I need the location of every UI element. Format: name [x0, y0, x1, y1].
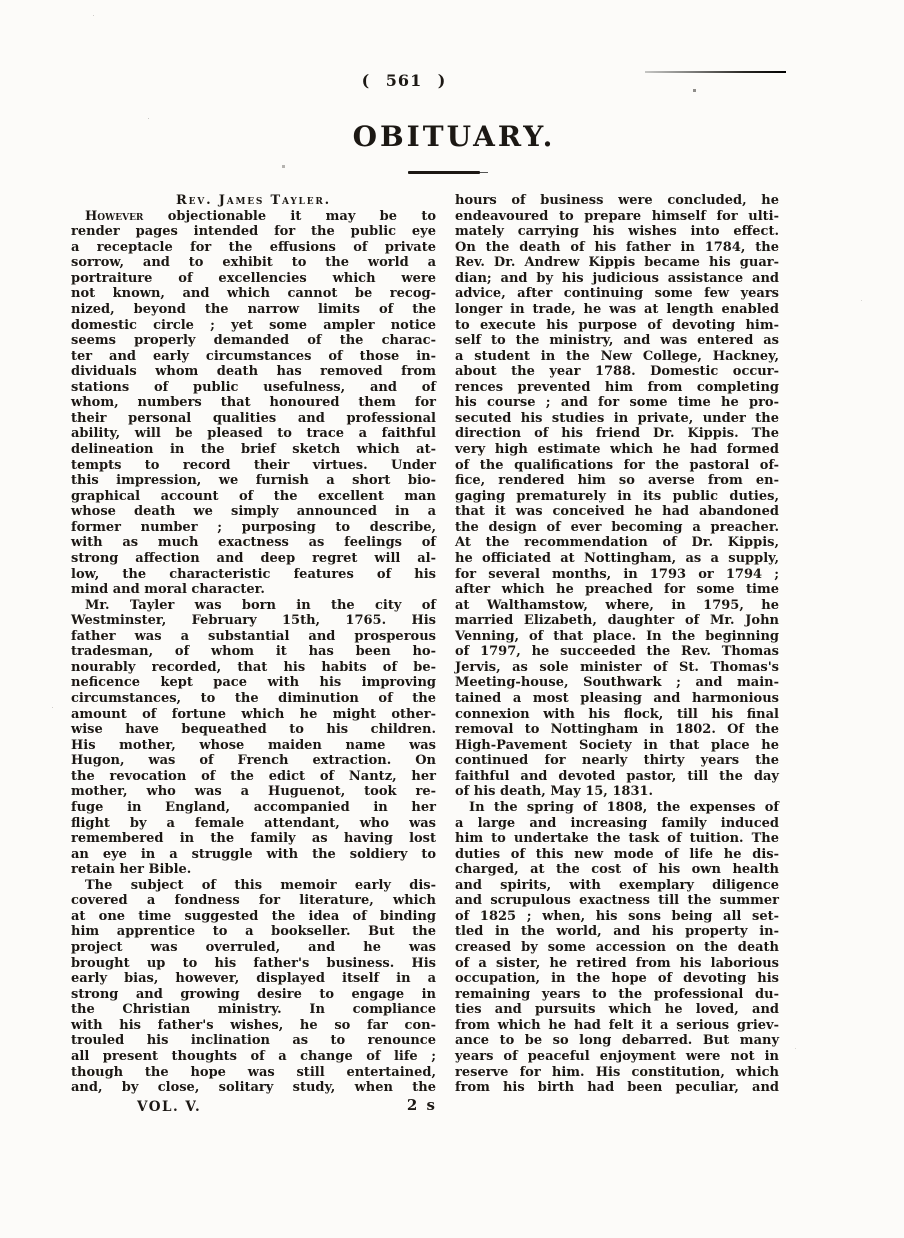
text-line: faithful and devoted pastor, till the day — [455, 768, 779, 784]
text-line: wise have bequeathed to his children. — [71, 722, 436, 738]
text-line: him apprentice to a bookseller. But the — [71, 924, 436, 940]
text-line: a student in the New College, Hackney, — [455, 348, 779, 364]
text-line: seems properly demanded of the charac- — [71, 333, 436, 349]
text-line: tained a most pleasing and harmonious — [455, 691, 779, 706]
text-line: low, the characteristic features of his — [71, 566, 436, 582]
text-line: delineation in the brief sketch which at- — [71, 442, 436, 457]
text-line: an eye in a struggle with the soldiery to — [71, 846, 436, 862]
text-line: their personal qualities and professional — [71, 410, 436, 426]
text-line: The subject of this memoir early dis- — [85, 877, 436, 893]
printer-signature: 2 s — [406, 1096, 437, 1114]
text-line: nized, beyond the narrow limits of the — [71, 301, 436, 317]
text-line: of the qualifications for the pastoral of- — [455, 457, 779, 473]
text-line: removal to Nottingham in 1802. Of the — [455, 722, 779, 738]
text-line: On the death of his father in 1784, the — [455, 239, 779, 255]
text-line: High-Pavement Society in that place he — [455, 737, 779, 753]
text-line: of his death, May 15, 1831. — [455, 784, 654, 800]
text-line: with as much exactness as feelings of — [71, 535, 436, 551]
text-line: whose death we simply announced in a — [71, 504, 436, 520]
text-line: not known, and which cannot be recog- — [71, 286, 436, 302]
text-line: rences prevented him from completing — [455, 379, 779, 395]
text-line: covered a fondness for literature, which — [71, 893, 436, 909]
text-line: render pages intended for the public eye — [71, 224, 436, 240]
text-line: direction of his friend Dr. Kippis. The — [455, 426, 779, 442]
text-line: Mr. Tayler was born in the city of — [85, 597, 436, 613]
page-title: OBITUARY. — [352, 120, 556, 153]
text-line: Rev. Dr. Andrew Kippis became his guar- — [455, 255, 779, 271]
text-line: to execute his purpose of devoting him- — [455, 317, 779, 333]
text-line: However objectionable it may be to — [85, 208, 436, 224]
text-line: At the recommendation of Dr. Kippis, — [455, 535, 779, 551]
text-line: In the spring of 1808, the expenses of — [469, 799, 779, 815]
text-line: reserve for him. His constitution, which — [455, 1064, 779, 1080]
text-line: remaining years to the professional du- — [455, 986, 779, 1002]
right-column — [455, 193, 779, 1096]
text-line: duties of this new mode of life he dis- — [455, 846, 779, 862]
text-line: Jervis, as sole minister of St. Thomas's — [455, 659, 779, 675]
text-line: for several months, in 1793 or 1794 ; — [455, 566, 779, 582]
text-line: early bias, however, displayed itself in a — [71, 971, 436, 987]
text-line: amount of fortune which he might other- — [71, 706, 436, 722]
text-line: his course ; and for some time he pro- — [455, 395, 779, 411]
text-line: continued for nearly thirty years the — [455, 753, 779, 769]
text-line: fice, rendered him so averse from en- — [455, 473, 779, 489]
text-line: ability, will be pleased to trace a faithful — [71, 426, 436, 442]
text-line: at Walthamstow, where, in 1795, he — [455, 597, 779, 613]
text-line: creased by some accession on the death — [455, 940, 779, 955]
text-line: years of peaceful enjoyment were not in — [455, 1048, 779, 1064]
text-line: tempts to record their virtues. Under — [71, 457, 436, 473]
text-line: charged, at the cost of his own health — [455, 862, 779, 878]
text-line: of a sister, he retired from his laborious — [455, 955, 779, 971]
text-line: tradesman, of whom it has been ho- — [71, 644, 436, 660]
text-line: Venning, of that place. In the beginning — [455, 628, 779, 644]
text-line: strong and growing desire to engage in — [71, 986, 436, 1002]
text-line: ties and pursuits which he loved, and — [455, 1002, 779, 1018]
text-line: of 1825 ; when, his sons being all set- — [455, 908, 779, 924]
text-line: that it was conceived he had abandoned — [455, 504, 779, 520]
text-line: endeavoured to prepare himself for ulti- — [455, 208, 779, 224]
text-line: flight by a female attendant, who was — [71, 815, 436, 831]
volume-label: VOL. V. — [137, 1099, 202, 1115]
text-line: portraiture of excellencies which were — [71, 270, 436, 286]
text-line: remembered in the family as having lost — [71, 831, 436, 847]
text-line: former number ; purposing to describe, — [71, 519, 436, 535]
text-line: and scrupulous exactness till the summer — [455, 893, 779, 909]
small-caps-lead-word: However — [85, 208, 144, 224]
text-line: retain her Bible. — [71, 862, 192, 878]
text-line: from which he had felt it a serious griev- — [455, 1017, 779, 1033]
text-line: mately carrying his wishes into effect. — [455, 224, 779, 240]
text-line: dividuals whom death has removed from — [71, 364, 436, 380]
text-line: graphical account of the excellent man — [71, 488, 436, 504]
text-line: His mother, whose maiden name was — [71, 737, 436, 753]
text-line: nourably recorded, that his habits of be- — [71, 659, 436, 675]
text-line: advice, after continuing some few years — [455, 286, 779, 302]
text-line: father was a substantial and prosperous — [71, 628, 436, 644]
text-line: the Christian ministry. In compliance — [71, 1002, 436, 1018]
text-line: neficence kept pace with his improving — [71, 675, 436, 691]
text-line: ter and early circumstances of those in- — [71, 348, 436, 364]
text-line: a large and increasing family induced — [455, 815, 779, 831]
paper-speck — [0, 0, 1, 1]
text-line: all present thoughts of a change of life ; — [71, 1048, 436, 1064]
text-line: him to undertake the task of tuition. The — [455, 831, 779, 847]
text-line: after which he preached for some time — [455, 582, 779, 598]
text-line: this impression, we furnish a short bio- — [71, 473, 436, 489]
text-line: whom, numbers that honoured them for — [71, 395, 436, 411]
text-line: trouled his inclination as to renounce — [71, 1033, 436, 1049]
text-line: and spirits, with exemplary diligence — [455, 877, 779, 893]
page-number: ( 561 ) — [361, 71, 447, 90]
text-line: strong affection and deep regret will al- — [71, 550, 436, 566]
obituary-heading: Rev. James Tayler. — [176, 193, 331, 208]
text-line: connexion with his flock, till his final — [455, 706, 779, 722]
text-line: tled in the world, and his property in- — [455, 924, 779, 940]
text-line: project was overruled, and he was — [71, 940, 436, 955]
text-line: married Elizabeth, daughter of Mr. John — [455, 613, 779, 629]
text-line: a receptacle for the effusions of private — [71, 239, 436, 255]
text-line: very high estimate which he had formed — [455, 442, 779, 457]
text-line: fuge in England, accompanied in her — [71, 799, 436, 815]
text-line: circumstances, to the diminution of the — [71, 691, 436, 706]
text-line: hours of business were concluded, he — [455, 193, 779, 208]
left-column — [71, 193, 436, 1096]
text-line: gaging prematurely in its public duties, — [455, 488, 779, 504]
text-line: of 1797, he succeeded the Rev. Thomas — [455, 644, 779, 660]
text-line: at one time suggested the idea of binding — [71, 908, 436, 924]
text-line: self to the ministry, and was entered as — [455, 333, 779, 349]
text-line: ance to be so long debarred. But many — [455, 1033, 779, 1049]
text-line: the revocation of the edict of Nantz, her — [71, 768, 436, 784]
text-line: he officiated at Nottingham, as a supply, — [455, 550, 779, 566]
text-line: mind and moral character. — [71, 582, 265, 598]
text-line: secuted his studies in private, under the — [455, 410, 779, 426]
text-line: dian; and by his judicious assistance and — [455, 270, 779, 286]
text-line: the design of ever becoming a preacher. — [455, 519, 779, 535]
text-line: mother, who was a Huguenot, took re- — [71, 784, 436, 800]
title-divider — [408, 171, 480, 174]
text-line: though the hope was still entertained, — [71, 1064, 436, 1080]
text-line: domestic circle ; yet some ampler notice — [71, 317, 436, 333]
text-line: with his father's wishes, he so far con- — [71, 1017, 436, 1033]
text-line: about the year 1788. Domestic occur- — [455, 364, 779, 380]
text-line: occupation, in the hope of devoting his — [455, 971, 779, 987]
text-line: sorrow, and to exhibit to the world a — [71, 255, 436, 271]
text-line: brought up to his father's business. His — [71, 955, 436, 971]
text-line: stations of public usefulness, and of — [71, 379, 436, 395]
text-line: Westminster, February 15th, 1765. His — [71, 613, 436, 629]
text-line: Meeting-house, Southwark ; and main- — [455, 675, 779, 691]
header-rule — [645, 71, 786, 73]
text-line: longer in trade, he was at length enabled — [455, 301, 779, 317]
text-line: Hugon, was of French extraction. On — [71, 753, 436, 769]
text-line: from his birth had been peculiar, and — [455, 1080, 779, 1096]
text-line: and, by close, solitary study, when the — [71, 1080, 436, 1096]
